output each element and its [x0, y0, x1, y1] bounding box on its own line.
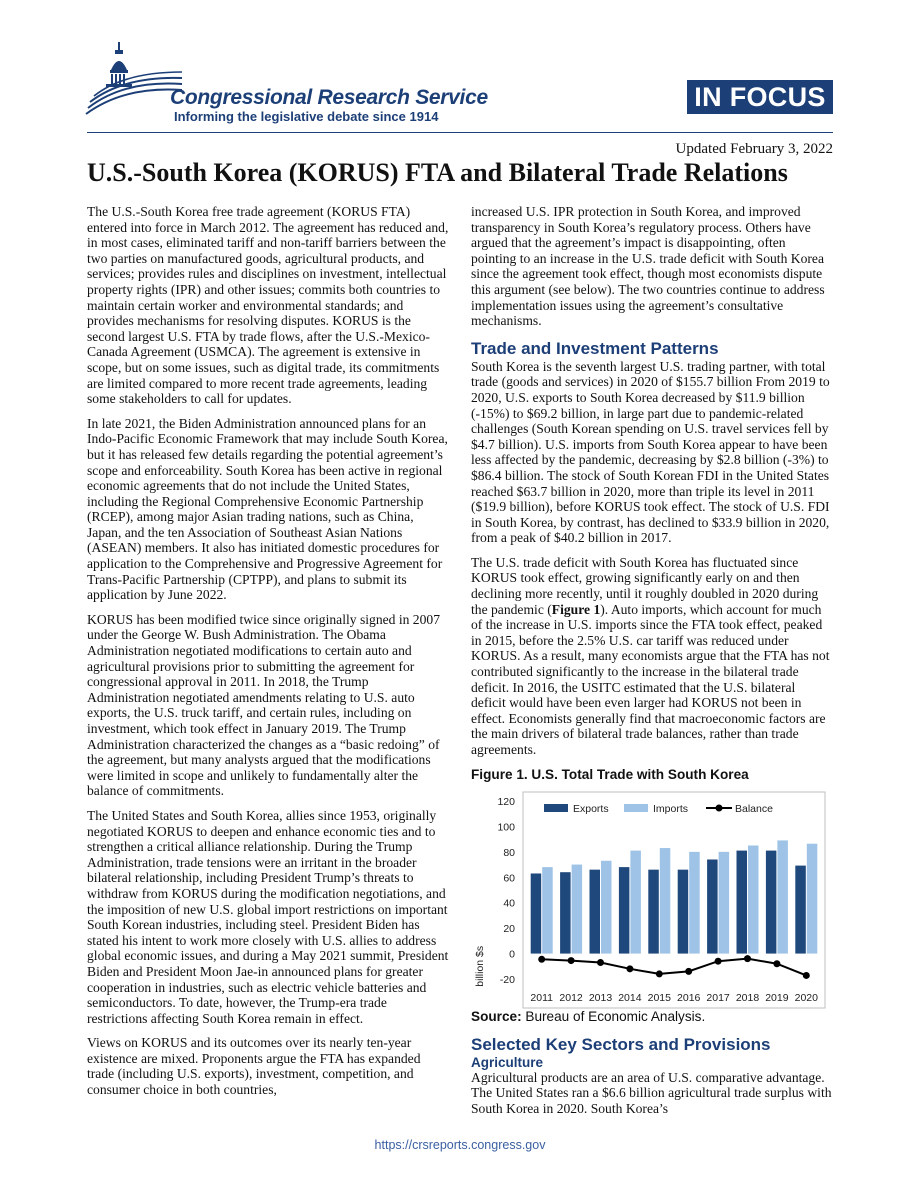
figure-1-reference: Figure 1	[551, 601, 601, 617]
export-bar	[560, 872, 571, 953]
org-tagline: Informing the legislative debate since 1914	[174, 109, 439, 124]
trade-chart-svg	[471, 791, 827, 1009]
export-bar	[737, 851, 748, 954]
import-bar	[572, 865, 583, 954]
x-tick-label: 2018	[735, 992, 760, 1005]
export-bar	[619, 867, 630, 953]
x-tick-label: 2014	[618, 992, 642, 1005]
page-title: U.S.-South Korea (KORUS) FTA and Bilateral Trade Relations	[87, 158, 788, 187]
legend-label-imports: Imports	[653, 803, 689, 816]
y-tick-label: 40	[503, 897, 515, 910]
balance-point	[568, 957, 575, 964]
import-bar	[601, 861, 612, 954]
x-tick-label: 2012	[559, 992, 583, 1005]
x-tick-label: 2011	[530, 992, 553, 1005]
import-bar	[719, 852, 730, 954]
legend-label-balance: Balance	[735, 803, 773, 816]
views-paragraph-continued: increased U.S. IPR protection in South Korea, and improved transparency in South Korea’s regulatory process. Others have argued that the agreement’s impact is disappointing, often pointing to an increase in the U.S. trade deficit with South Korea since the agreement took effect, though most economists dispute this argument (see below). The two countries continue to address implementation issues using the agreement’s consultative mechanisms.	[471, 204, 825, 329]
export-bar	[531, 874, 542, 954]
import-bar	[660, 848, 671, 954]
x-tick-label: 2019	[765, 992, 789, 1005]
export-bar	[678, 870, 689, 954]
import-bar	[542, 867, 553, 953]
balance-point	[626, 966, 633, 973]
left-column	[87, 204, 449, 1107]
export-bar	[590, 870, 601, 954]
footer-url: https://crsreports.congress.gov	[374, 1138, 546, 1152]
balance-point	[715, 958, 722, 965]
y-tick-label: 120	[497, 796, 515, 809]
org-name: Congressional Research Service	[170, 86, 488, 109]
y-tick-label: -20	[499, 974, 515, 987]
subheading-agriculture: Agriculture	[471, 1054, 544, 1070]
import-bar	[689, 852, 700, 954]
import-bar	[807, 844, 818, 954]
report-header	[0, 0, 920, 140]
legend-swatch-exports	[544, 804, 568, 812]
balance-point	[656, 971, 663, 978]
trade-chart	[471, 791, 827, 1009]
modifications-paragraph: KORUS has been modified twice since originally signed in 2007 under the George W. Bush Administration. The Obama Administration negotiated modifications to certain auto and agricultural provisions prior to submitting the agreement for congressional approval in 2011. In 2018, the Trump Administration negotiated amendments relating to U.S. auto exports, the U.S. truck tariff, and certain rules, including on investment, which took effect in January 2019. The Trump Administration characterized the changes as a “basic redoing” of the agreement, but many analysts argued that the modifications were limited in scope and unlikely to fundamentally alter the balance of commitments.	[87, 611, 440, 799]
deficit-text-b: ). Auto imports, which account for much of the increase in U.S. imports since the FTA took effect, peaked in 2015, before the 2.5% U.S. car tariff was reduced under KORUS. As a result, many economists argue that the FTA has not contributed significantly to the increase in the bilateral trade deficit. In 2016, the USITC estimated that the U.S. bilateral deficit would have been even larger had KORUS not been in effect. Economists generally find that macroeconomic factors are the main drivers of bilateral trade balances, rather than trade agreements.	[471, 601, 830, 757]
section-heading-key-sectors: Selected Key Sectors and Provisions	[471, 1034, 771, 1054]
y-tick-label: 100	[497, 821, 515, 834]
alliance-paragraph: The United States and South Korea, allies since 1953, originally negotiated KORUS to deepen and enhance economic ties and to strengthen a critical alliance relationship. During the Trump Administration, trade tensions were an irritant in the broader bilateral relationship, including President Trump’s threats to withdraw from KORUS during the modification negotiations, and the imposition of new U.S. global import restrictions on important South Korean industries, including steel. President Biden has stated his intent to work more closely with U.S. allies to address global economic issues, and during a May 2021 summit, President Biden and President Moon Jae-in announced plans for greater cooperation in industries, such as electric vehicle batteries and semiconductors. To date, however, the Trump-era trade restrictions affecting South Korea remain in effect.	[87, 807, 449, 1026]
legend-marker-balance	[716, 805, 723, 812]
y-tick-label: 80	[503, 847, 515, 860]
import-bar	[777, 841, 788, 954]
export-bar	[707, 860, 718, 954]
deficit-paragraph	[471, 555, 833, 758]
x-tick-label: 2020	[794, 992, 818, 1005]
x-tick-label: 2013	[588, 992, 613, 1005]
trade-patterns-paragraph: South Korea is the seventh largest U.S. trading partner, with total trade (goods and services) in 2020 of $155.7 billion From 2019 to 2020, U.S. exports to South Korea decreased by $11.9 billion (-15%) to $69.2 billion, in large part due to pandemic-related challenges (South Korean spending on U.S. travel services fell by $4.7 billion). U.S. imports from South Korea appear to have been less affected by the pandemic, decreasing by $2.8 billion (-3%) to $86.4 billion. The stock of South Korean FDI in the United States reached $63.7 billion in 2020, more than triple its level in 2011 ($19.9 billion), before KORUS took effect. The stock of U.S. FDI in South Korea, by contrast, has declined to $33.9 billion in 2020, from a peak of $40.2 billion in 2017.	[471, 358, 830, 546]
updated-date: Updated February 3, 2022	[675, 141, 833, 157]
figure-title: Figure 1. U.S. Total Trade with South Korea	[471, 766, 749, 782]
export-bar	[766, 851, 777, 954]
in-focus-badge: IN FOCUS	[687, 80, 833, 114]
balance-point	[538, 956, 545, 963]
x-tick-label: 2015	[647, 992, 671, 1005]
deficit-text-a: The U.S. trade deficit with South Korea has fluctuated since KORUS took effect, growing significantly early on and then declining more recently, until it roughly doubled in 2020 during the pandemic (	[471, 554, 819, 617]
balance-point	[597, 959, 604, 966]
source-text: Bureau of Economic Analysis.	[521, 1009, 706, 1025]
agriculture-paragraph: Agricultural products are an area of U.S. comparative advantage. The United States ran a $6.6 billion agricultural trade surplus with South Korea in 2020. South Korea’s	[471, 1069, 832, 1116]
export-bar	[648, 870, 659, 954]
intro-paragraph: The U.S.-South Korea free trade agreement (KORUS FTA) entered into force in March 2012. The agreement has reduced and, in most cases, eliminated tariff and non-tariff barriers between the two parties on manufactured goods, agricultural products, and services; provides rules and disciplines on investment, intellectual property rights (IPR) and other issues; commits both countries to maintain certain worker and environmental standards; and provides mechanisms for resolving disputes. KORUS is the second largest U.S. FTA by trade flows, after the U.S.-Mexico-Canada Agreement (USMCA). The agreement is extensive in scope, but on some issues, such as digital trade, its commitments are limited compared to more recent trade agreements, leading some stakeholders to call for updates.	[87, 204, 449, 407]
y-tick-label: 20	[503, 923, 515, 936]
import-bar	[630, 851, 641, 954]
legend-swatch-imports	[624, 804, 648, 812]
right-column	[471, 204, 833, 1126]
indo-pacific-paragraph: In late 2021, the Biden Administration announced plans for an Indo-Pacific Economic Framework that may include South Korea, but it has released few details regarding the potential agreement’s scope and enforceability. South Korea has been active in regional economic agreements that do not include the United States, including the Regional Comprehensive Economic Partnership (RCEP), among major Asian trading nations, such as China, Japan, and the ten Association of Southeast Asian Nations (ASEAN) members. It also has initiated domestic procedures for application to the Comprehensive and Progressive Agreement for Trans-Pacific Partnership (CPTPP), and plans to submit its application by June 2022.	[87, 415, 448, 603]
capitol-dome-logo-icon	[84, 40, 184, 120]
import-bar	[748, 846, 759, 954]
balance-point	[685, 968, 692, 975]
figure-source	[471, 1009, 833, 1025]
y-tick-label: 60	[503, 872, 515, 885]
balance-point	[744, 955, 751, 962]
export-bar	[795, 866, 806, 954]
section-heading-trade-investment: Trade and Investment Patterns	[471, 338, 719, 358]
x-tick-label: 2017	[706, 992, 730, 1005]
header-divider	[87, 132, 833, 133]
balance-point	[803, 972, 810, 979]
balance-point	[773, 960, 780, 967]
views-paragraph: Views on KORUS and its outcomes over its nearly ten-year existence are mixed. Proponents argue the FTA has expanded trade (including U.S. exports), investment, competition, and consumer choice in both countries,	[87, 1035, 421, 1098]
y-axis-label: billion $s	[474, 946, 486, 987]
legend-label-exports: Exports	[573, 803, 609, 816]
x-tick-label: 2016	[677, 992, 701, 1005]
source-label: Source:	[471, 1009, 522, 1025]
y-tick-label: 0	[509, 948, 515, 961]
